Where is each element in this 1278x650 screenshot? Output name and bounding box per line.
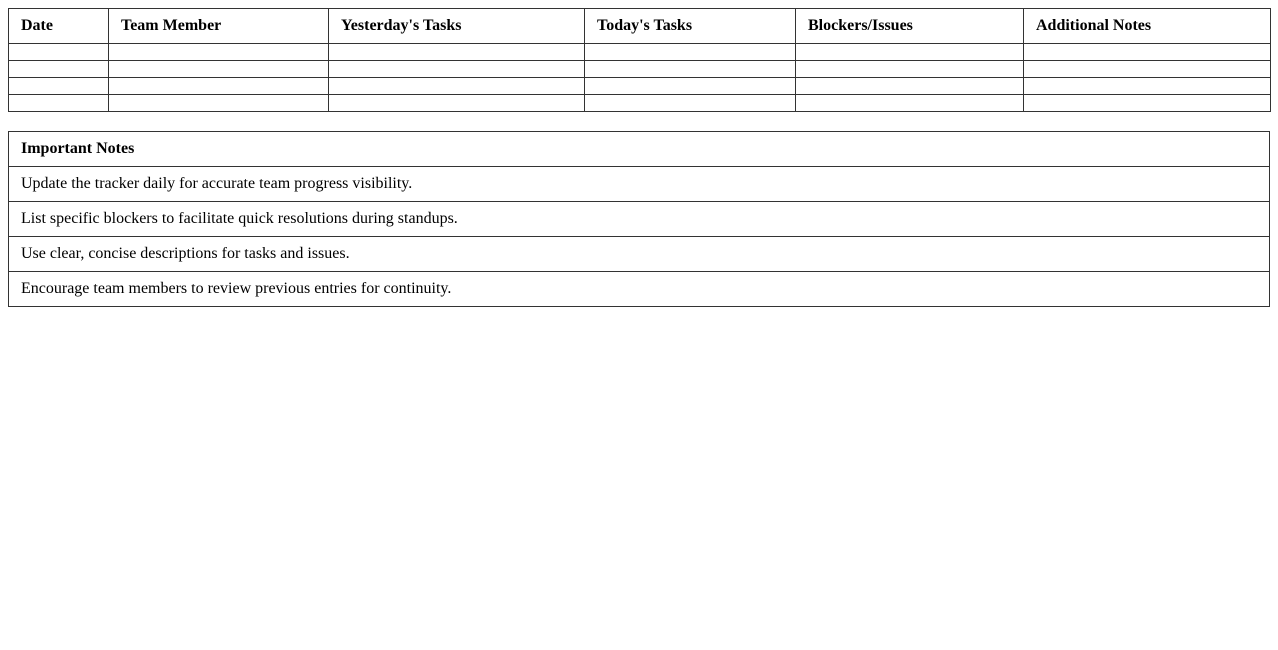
table-cell[interactable] — [329, 44, 585, 61]
table-cell[interactable] — [585, 61, 796, 78]
note-text: Use clear, concise descriptions for tasks and issues. — [9, 237, 1270, 272]
list-item — [9, 237, 1270, 272]
table-cell[interactable] — [796, 44, 1024, 61]
table-cell[interactable] — [796, 61, 1024, 78]
tracker-header-row — [9, 9, 1271, 44]
list-item — [9, 167, 1270, 202]
table-cell[interactable] — [109, 61, 329, 78]
table-cell[interactable] — [1024, 44, 1271, 61]
table-cell[interactable] — [1024, 61, 1271, 78]
list-item — [9, 202, 1270, 237]
table-cell[interactable] — [585, 95, 796, 112]
table-cell[interactable] — [1024, 95, 1271, 112]
table-cell[interactable] — [796, 95, 1024, 112]
column-header-yesterdays-tasks: Yesterday's Tasks — [329, 9, 585, 44]
standup-tracker-table — [8, 8, 1271, 112]
notes-header-row — [9, 132, 1270, 167]
table-cell[interactable] — [9, 44, 109, 61]
important-notes-title: Important Notes — [9, 132, 1270, 167]
table-cell[interactable] — [1024, 78, 1271, 95]
column-header-team-member: Team Member — [109, 9, 329, 44]
column-header-additional-notes: Additional Notes — [1024, 9, 1271, 44]
important-notes-table — [8, 131, 1270, 307]
table-cell[interactable] — [329, 95, 585, 112]
table-cell[interactable] — [796, 78, 1024, 95]
note-text: Encourage team members to review previous entries for continuity. — [9, 272, 1270, 307]
column-header-todays-tasks: Today's Tasks — [585, 9, 796, 44]
table-cell[interactable] — [9, 78, 109, 95]
column-header-date: Date — [9, 9, 109, 44]
table-cell[interactable] — [9, 95, 109, 112]
table-cell[interactable] — [109, 95, 329, 112]
table-cell[interactable] — [329, 61, 585, 78]
table-row — [9, 78, 1271, 95]
table-cell[interactable] — [585, 78, 796, 95]
page — [0, 0, 1278, 307]
note-text: Update the tracker daily for accurate team progress visibility. — [9, 167, 1270, 202]
table-cell[interactable] — [109, 44, 329, 61]
table-cell[interactable] — [585, 44, 796, 61]
table-cell[interactable] — [9, 61, 109, 78]
list-item — [9, 272, 1270, 307]
table-row — [9, 61, 1271, 78]
table-cell[interactable] — [109, 78, 329, 95]
table-cell[interactable] — [329, 78, 585, 95]
note-text: List specific blockers to facilitate quick resolutions during standups. — [9, 202, 1270, 237]
table-row — [9, 95, 1271, 112]
table-row — [9, 44, 1271, 61]
column-header-blockers-issues: Blockers/Issues — [796, 9, 1024, 44]
